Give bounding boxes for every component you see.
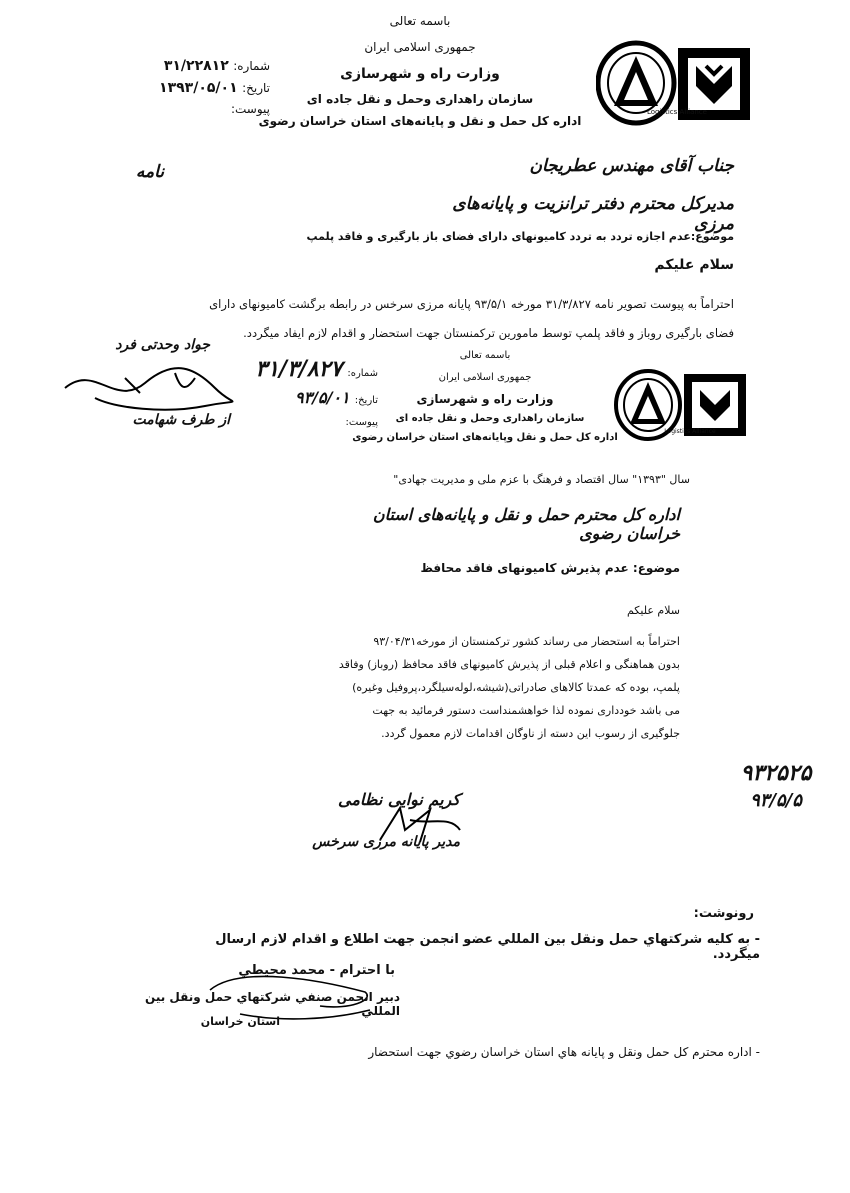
number-label: شماره:: [347, 368, 378, 379]
greeting-2: سلام علیکم: [626, 604, 680, 617]
cc-line-1: - به كليه شركتهاي حمل ونقل بين المللي عضو انجمن جهت اطلاع و اقدام لازم ارسال ميگردد.: [215, 932, 760, 962]
body-2-line: پلمپ، بوده که عمدتا کالاهای صادراتی(شیشه،لوله‌سیلگرد،پروفیل وغیره): [352, 681, 680, 694]
meta-attachment-1: پیوست:: [230, 102, 270, 116]
body-2-line: می باشد خودداری نموده لذا خواهشمنداست دستور فرمائید به جهت: [372, 704, 680, 717]
meta-date-2: [248, 388, 378, 407]
subject-1: موضوع:عدم اجازه تردد به تردد کامیونهای دارای فضای باز بارگیری و فاقد پلمپ: [306, 230, 734, 243]
cc-line-2: - اداره محترم كل حمل ونقل و پايانه هاي استان خراسان رضوي جهت استحضار: [368, 1045, 760, 1059]
letterhead-logo-caption-1: Logistics Alliance: [646, 108, 707, 116]
side-note-1: جواد وحدتی فرد: [115, 337, 210, 353]
scribble-signature-1: [55, 358, 255, 414]
body-2: [300, 630, 680, 745]
body-line-2: فضای بارگیری روباز و فاقد پلمپ توسط مامورین ترکمنستان جهت استحضار و اقدام لازم ایفاد میگردد.: [243, 326, 734, 340]
header-office-1: اداره کل حمل و نقل و پایانه‌های استان خراسان رضوی: [258, 114, 582, 128]
recipient-2: اداره کل محترم حمل و نقل و پایانه‌های استان خراسان رضوی: [372, 505, 680, 543]
cc-heading: رونوشت:: [693, 906, 754, 921]
number-label: شماره:: [233, 59, 270, 73]
hand-number-2: ۹۳/۵/۵: [750, 790, 802, 811]
side-note-2: از طرف شهامت: [132, 412, 230, 428]
meta-attachment-2: پیوست:: [345, 417, 378, 428]
bismillah-1: باسمه تعالی: [389, 14, 451, 28]
body-2-line: بدون هماهنگی و اعلام قبلی از پذیرش کامیونهای فاقد محافظ (روباز) وفاقد: [338, 658, 680, 671]
date-value: ۱۳۹۳/۰۵/۰۱: [159, 80, 238, 96]
header-ministry-2: وزارت راه و شهرسازی: [416, 392, 554, 406]
signature-name: کریم نوایی نظامی: [338, 790, 460, 809]
recipient-line-1: جناب آقای مهندس عطریجان: [529, 156, 734, 176]
header-organization-1: سازمان راهداری وحمل و نقل جاده ای: [306, 92, 534, 106]
slogan: سال "۱۳۹۳" سال اقتصاد و فرهنگ با عزم ملی و مدیریت جهادی": [393, 473, 690, 486]
letterhead-logo-caption-2: Logistics Alliance: [664, 428, 716, 435]
date-value: ۹۳/۵/۰۱: [294, 388, 350, 407]
greeting-1: سلام علیکم: [654, 257, 734, 273]
bismillah-2: باسمه تعالی: [459, 350, 511, 361]
hand-number-1: ۹۳۲۵۲۵: [740, 760, 812, 786]
header-country-2: جمهوری اسلامی ایران: [438, 372, 532, 383]
date-label: تاریخ:: [354, 395, 378, 406]
signature-title: مدیر پایانه مرزی سرخس: [312, 834, 460, 850]
body-2-line: جلوگیری از رسوب این دسته از ناوگان اقدامات لازم معمول گردد.: [381, 727, 680, 740]
date-label: تاریخ:: [242, 81, 270, 95]
number-value: ۳۱/۲۲۸۱۲: [163, 58, 229, 74]
cc-sender-title: دبير انجمن صنفي شركتهاي حمل ونقل بين المللي: [145, 990, 400, 1018]
meta-number-2: [248, 356, 378, 382]
number-value: ۳۱/۳/۸۲۷: [255, 356, 343, 382]
hand-note: نامه: [135, 162, 165, 182]
meta-date-1: [120, 80, 270, 96]
body-2-line: احتراماً به استحضار می رساند کشور ترکمنستان از مورخه۹۳/۰۴/۳۱: [373, 635, 680, 648]
header-ministry-1: وزارت راه و شهرسازی: [340, 66, 500, 82]
cc-sender-province: استان خراسان: [200, 1015, 280, 1028]
meta-number-1: [120, 58, 270, 74]
header-office-2: اداره کل حمل و نقل وپایانه‌های استان خراسان رضوی: [352, 432, 618, 443]
header-country-1: جمهوری اسلامی ایران: [364, 40, 476, 54]
body-line-1: احتراماً به پیوست تصویر نامه ۳۱/۳/۸۲۷ مورخه ۹۳/۵/۱ پایانه مرزی سرخس در رابطه برگشت کامیونهای دارای: [209, 297, 734, 311]
cc-regards: با احترام - محمد محيطي: [238, 963, 395, 978]
subject-2: موضوع: عدم پذیرش کامیونهای فاقد محافظ: [420, 561, 680, 575]
header-organization-2: سازمان راهداری وحمل و نقل جاده ای: [395, 413, 585, 424]
recipient-line-2: مدیرکل محترم دفتر ترانزیت و پایانه‌های مرزی: [452, 194, 734, 234]
